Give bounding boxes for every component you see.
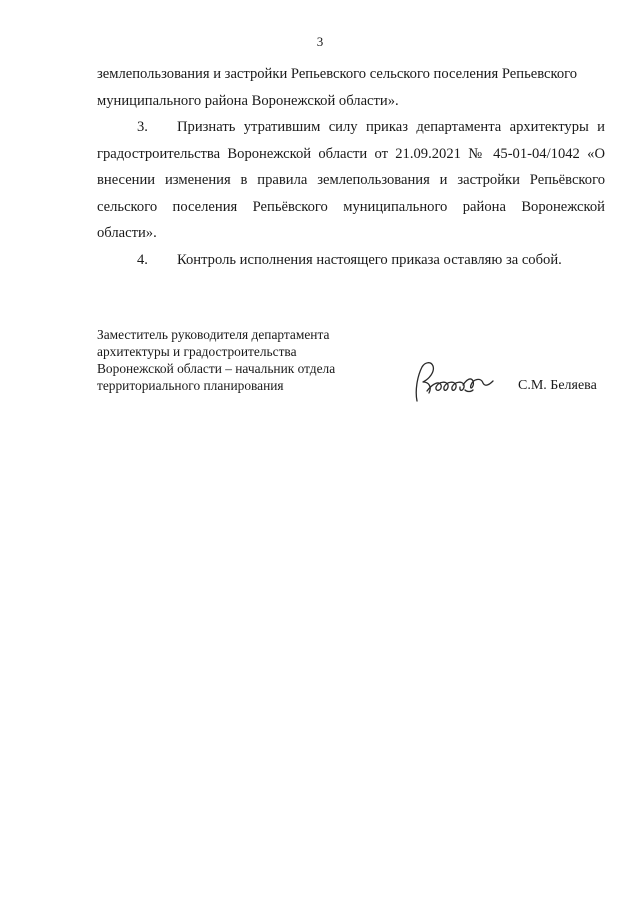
signer-title bbox=[97, 326, 397, 394]
document-body bbox=[97, 61, 605, 273]
continuation-line: землепользования и застройки Репьевского сельского поселения Репьевского bbox=[97, 66, 578, 82]
signer-name: С.М. Беляева bbox=[518, 378, 597, 393]
signer-title-line: Воронежской области – начальник отдела bbox=[97, 361, 336, 376]
page-number: 3 bbox=[316, 34, 324, 49]
signer-title-line: Заместитель руководителя департамента bbox=[97, 327, 330, 342]
numbered-paragraph-3 bbox=[97, 114, 605, 247]
paragraph-number: 3. bbox=[137, 119, 148, 135]
paragraph-text: Контроль исполнения настоящего приказа оставляю за собой. bbox=[177, 251, 562, 268]
continuation-line: муниципального района Воронежской области». bbox=[97, 92, 399, 109]
handwritten-signature bbox=[403, 357, 503, 409]
paragraph-number: 4. bbox=[137, 251, 148, 268]
signer-title-line: архитектуры и градостроительства bbox=[97, 344, 297, 359]
signer-title-line: территориального планирования bbox=[97, 378, 284, 393]
numbered-paragraph-4 bbox=[97, 247, 605, 274]
paragraph-text: Признать утратившим силу приказ департамента архитектуры и градостроительства Воронежской области от 21.09.2021 № 45-01-04/1042 «О внесении изменения в правила землепользования и застройки Репьёвского сельского поселения Репьёвского муниципального района Воронежской области». bbox=[97, 119, 605, 241]
